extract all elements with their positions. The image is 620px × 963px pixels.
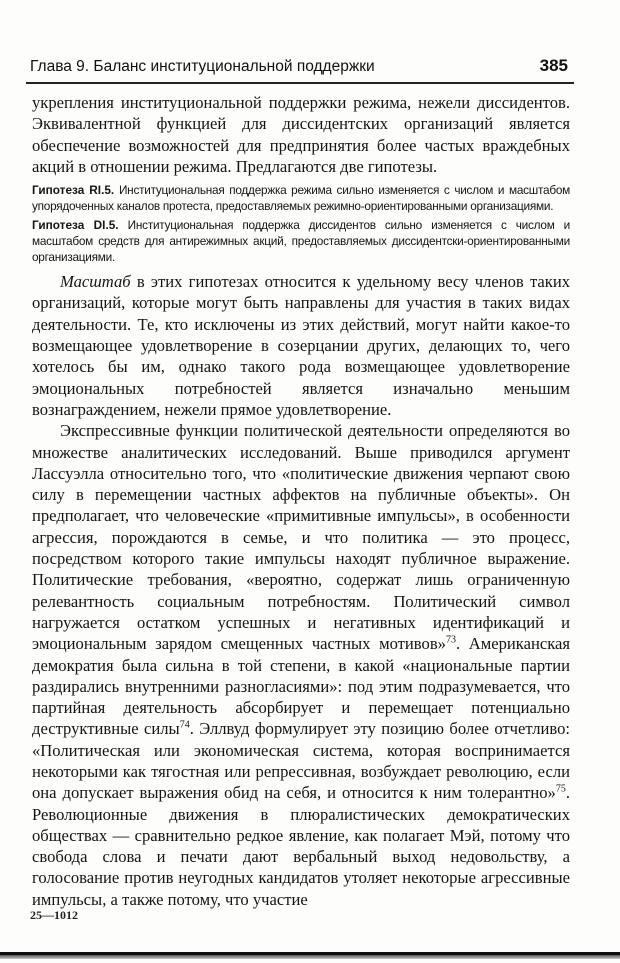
paragraph-text: . Эллвуд формулирует эту позицию более отчетливо: «Политическая или экономическая система, которая воспринимается некоторыми как тягостная или репрессивная, возбуждает революцию, если она допускает выражения обид на себя, и относится к ним толерантно»: [32, 719, 570, 803]
running-header: [26, 52, 574, 84]
italic-term: Масштаб: [60, 272, 131, 292]
paragraph-text: Экспрессивные функции политической деятельности определяются во множестве аналитических исследований. Выше приводился аргумент Лассуэлла относительно того, что «политические движения черпают свою силу в перемещении частных аффектов на публичные объекты». Он предполагает, что человеческие «примитивные импульсы», в особенности агрессия, порождаются в семье, и что политика — это процесс, посредством которого такие импульсы находят публичное выражение. Политические требования, «вероятно, содержат лишь ограниченную релевантность социальным потребностям. Политический символ нагружается остатком успешных и негативных идентификаций и эмоциональным зарядом смещенных частных мотивов»: [32, 421, 570, 654]
page-bottom-edge: [0, 952, 620, 959]
hypothesis-text: Институциональная поддержка диссидентов сильно изменяется с числом и масштабом средств для антирежимных акций, предоставляемых диссидентски-ориентированными организациями.: [32, 218, 571, 264]
paragraph-scale: [32, 271, 570, 420]
footnote-ref: 75: [555, 783, 566, 795]
footnote-ref: 73: [445, 634, 456, 646]
hypothesis-label: Гипотеза DI.5.: [32, 218, 119, 233]
paragraph-expressive: [32, 420, 570, 910]
hypothesis-ri5: [32, 183, 570, 214]
page-number: 385: [539, 56, 568, 75]
paragraph-text: . Американская демократия была сильна в той степени, в какой «национальные партии раздирались внутренними разногласиями»: под этим подразумевается, что партийная деятельность абсорбирует и перемещает потенциально деструктивные силы: [32, 634, 570, 739]
paragraph-text: . Революционные движения в плюралистических демократических обществах — сравнительно редкое явление, как полагает Мэй, потому что свобода слова и печати дают вербальный выход недовольству, а голосование против неугодных кандидатов утоляет некоторые агрессивные импульсы, а также потому, что участие: [32, 783, 570, 909]
signature-code: 25—1012: [30, 908, 78, 922]
footnote-ref: 74: [179, 719, 190, 731]
hypothesis-text: Институциональная поддержка режима сильно изменяется с числом и масштабом упорядоченных каналов протеста, предоставляемых режимно-ориентированными организациями.: [32, 183, 571, 213]
hypothesis-di5: [32, 218, 570, 265]
intro-paragraph: укрепления институциональной поддержки режима, нежели диссидентов. Эквивалентной функцией для диссидентских организаций является обеспечение возможностей для предпринятия более частых враждебных акций в отношении режима. Предлагаются две гипотезы.: [32, 93, 570, 176]
body-text: [32, 92, 570, 910]
paragraph-text: в этих гипотезах относится к удельному весу членов таких организаций, которые могут быть направлены для участия в таких видах деятельности. Те, кто исключены из этих действий, могут найти какое-то возмещающее удовлетворение в созерцании других, делающих то, чего хотелось бы им, однако такого рода возмещающее удовлетворение эмоциональных потребностей является изначально меньшим вознаграждением, нежели прямое удовлетворение.: [32, 272, 570, 419]
hypothesis-label: Гипотеза RI.5.: [32, 183, 115, 198]
chapter-title: Глава 9. Баланс институциональной поддержки: [30, 58, 375, 75]
